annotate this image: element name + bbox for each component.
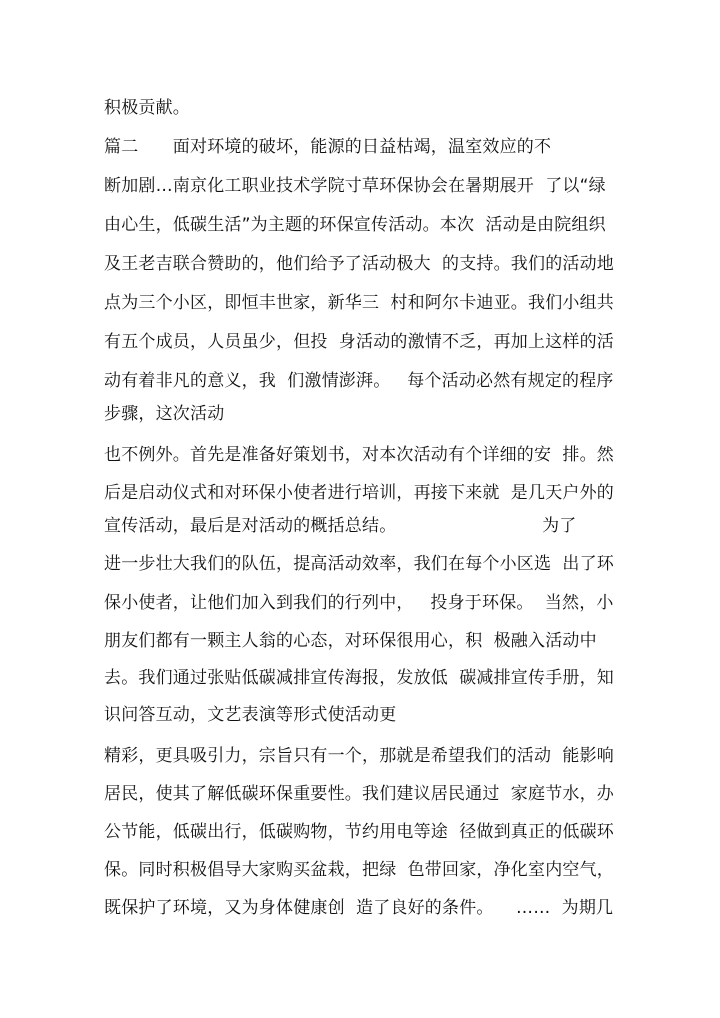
text-line: 既保护了环境，又为身体健康创 造了良好的条件。 …… 为期几 — [104, 898, 614, 918]
text-line: 去。我们通过张贴低碳减排宣传海报，发放低 碳减排宣传手册，知 — [104, 668, 615, 688]
text-line: 积极贡献。 — [104, 98, 190, 118]
text-line: 也不例外。首先是准备好策划书，对本次活动有个详细的安 排。然 — [104, 445, 615, 465]
text-line: 有五个成员，人员虽少，但投 身活动的激情不乏，再加上这样的活 — [104, 332, 615, 352]
text-line: 点为三个小区，即恒丰世家，新华三 村和阿尔卡迪亚。我们小组共 — [104, 293, 615, 313]
text-line: 由心生，低碳生活”为主题的环保宣传活动。本次 活动是由院组织 — [104, 215, 606, 235]
text-line: 识问答互动，文艺表演等形式使活动更 — [104, 705, 397, 725]
text-line: 及王老吉联合赞助的，他们给予了活动极大 的支持。我们的活动地 — [104, 254, 615, 274]
text-line: 断加剧…南京化工职业技术学院寸草环保协会在暑期展开 了以“绿 — [104, 176, 606, 196]
text-line: 公节能，低碳出行，低碳购物，节约用电等途 径做到真正的低碳环 — [104, 822, 615, 842]
text-line: 居民，使其了解低碳环保重要性。我们建议居民通过 家庭节水，办 — [104, 784, 615, 804]
text-line: 朋友们都有一颗主人翁的心态，对环保很用心，积 极融入活动中 — [104, 631, 597, 651]
text-line: 动有着非凡的意义，我 们激情澎湃。 每个活动必然有规定的程序 — [104, 371, 614, 391]
text-line: 后是启动仪式和对环保小使者进行培训，再接下来就 是几天户外的 — [104, 483, 615, 503]
text-line: 精彩，更具吸引力，宗旨只有一个，那就是希望我们的活动 能影响 — [104, 746, 615, 766]
text-line: 进一步壮大我们的队伍，提高活动效率，我们在每个小区选 出了环 — [104, 554, 615, 574]
text-line: 保小使者，让他们加入到我们的行列中， 投身于环保。 当然，小 — [104, 593, 614, 613]
text-line: 保。同时积极倡导大家购买盆栽，把绿 色带回家，净化室内空气， — [104, 860, 615, 880]
text-line: 步骤，这次活动 — [104, 404, 225, 424]
text-line: 篇二 面对环境的破坏，能源的日益枯竭，温室效应的不 — [104, 137, 552, 157]
text-line: 宣传活动，最后是对活动的概括总结。 为了 — [104, 516, 577, 536]
